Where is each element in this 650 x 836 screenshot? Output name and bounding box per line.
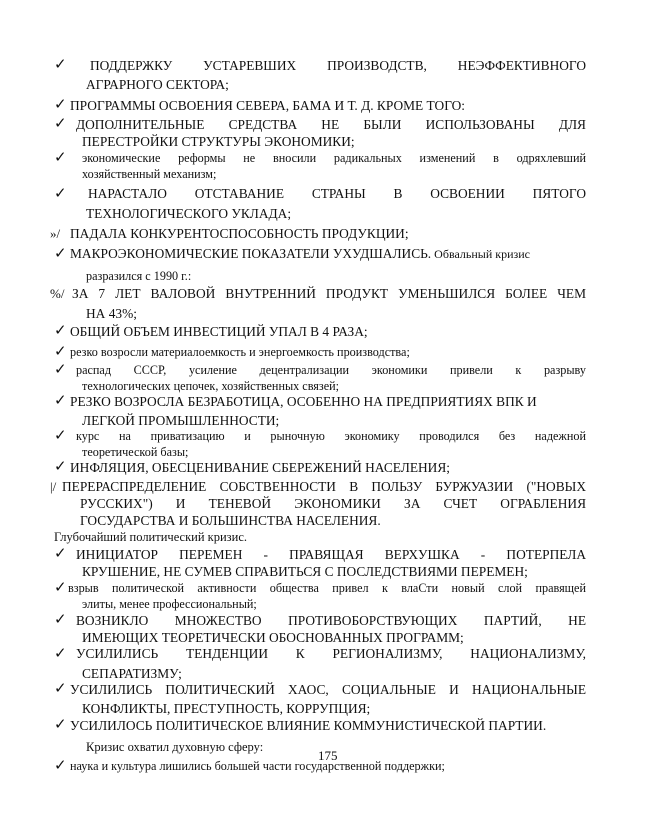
checkmark-icon: ✓ (54, 362, 67, 378)
list-item (54, 580, 586, 612)
list-item (54, 680, 586, 718)
item-text: ПОДДЕРЖКУ УСТАРЕВШИХ ПРОИЗВОДСТВ, НЕЭФФЕКТИВНОГО (90, 58, 586, 73)
item-text-continued: ТЕХНОЛОГИЧЕСКОГО УКЛАДА; (86, 206, 292, 221)
item-text: наука и культура лишились большей части государственной поддержки; (70, 759, 445, 773)
item-text: ДОПОЛНИТЕЛЬНЫЕ СРЕДСТВА НЕ БЫЛИ ИСПОЛЬЗОВАНЫ ДЛЯ (76, 117, 586, 132)
list-item (54, 56, 586, 94)
item-text: ЗА 7 ЛЕТ ВАЛОВОЙ ВНУТРЕННИЙ ПРОДУКТ УМЕНЬШИЛСЯ БОЛЕЕ ЧЕМ (72, 286, 586, 301)
item-text: ВОЗНИКЛО МНОЖЕСТВО ПРОТИВОБОРСТВУЮЩИХ ПАРТИЙ, НЕ (76, 613, 586, 628)
item-text-continued: КОНФЛИКТЫ, ПРЕСТУПНОСТЬ, КОРРУПЦИЯ; (82, 701, 371, 716)
item-text: МАКРОЭКОНОМИЧЕСКИЕ ПОКАЗАТЕЛИ УХУДШАЛИСЬ. (70, 246, 432, 261)
item-text-continued: ГОСУДАРСТВА И БОЛЬШИНСТВА НАСЕЛЕНИЯ. (80, 513, 381, 528)
item-text: УСИЛИЛИСЬ ТЕНДЕНЦИИ К РЕГИОНАЛИЗМУ, НАЦИОНАЛИЗМУ, (76, 646, 586, 661)
item-text: ПАДАЛА КОНКУРЕНТОСПОСОБНОСТЬ ПРОДУКЦИИ; (70, 226, 409, 241)
item-text-continued: СЕПАРАТИЗМУ; (82, 666, 182, 681)
checkmark-icon: ✓ (54, 186, 67, 202)
section-heading: Кризис охватил духовную сферу: (86, 740, 264, 754)
list-item (54, 244, 586, 288)
bullet-marker: »/ (50, 226, 61, 241)
checkmark-icon: ✓ (54, 57, 67, 73)
list-item (54, 644, 586, 684)
list-item (54, 322, 586, 341)
list-item (54, 184, 586, 224)
checkmark-icon: ✓ (54, 246, 67, 262)
list-item (54, 392, 586, 430)
item-text-continued: ИМЕЮЩИХ ТЕОРЕТИЧЕСКИ ОБОСНОВАННЫХ ПРОГРАММ; (82, 630, 464, 645)
item-text-tail: Обвальный кризис (431, 247, 530, 261)
list-item (54, 758, 586, 774)
item-text: взрыв политической активности общества привел к влаСти новый слой правящей (68, 581, 586, 595)
list-item (54, 612, 586, 646)
item-text: УСИЛИЛОСЬ ПОЛИТИЧЕСКОЕ ВЛИЯНИЕ КОММУНИСТИЧЕСКОЙ ПАРТИИ. (70, 718, 547, 733)
item-text-continued: разразился с 1990 г.: (86, 269, 192, 283)
list-item (50, 478, 586, 529)
section-heading: Глубочайший политический кризис. (54, 530, 247, 544)
checkmark-icon: ✓ (54, 150, 67, 166)
list-item (54, 362, 586, 394)
item-text: курс на приватизацию и рыночную экономику проводился без надежной (76, 429, 586, 443)
item-text: ПРОГРАММЫ ОСВОЕНИЯ СЕВЕРА, БАМА И Т. Д. КРОМЕ ТОГО: (70, 98, 466, 113)
checkmark-icon: ✓ (54, 646, 67, 662)
item-text: УСИЛИЛИСЬ ПОЛИТИЧЕСКИЙ ХАОС, СОЦИАЛЬНЫЕ И НАЦИОНАЛЬНЫЕ (70, 682, 586, 697)
list-item (54, 428, 586, 460)
item-text: РЕЗКО ВОЗРОСЛА БЕЗРАБОТИЦА, ОСОБЕННО НА ПРЕДПРИЯТИЯХ ВПК И (70, 394, 537, 409)
list-item (50, 284, 586, 324)
checkmark-icon: ✓ (54, 393, 67, 409)
item-text-continued: РУССКИХ") И ТЕНЕВОЙ ЭКОНОМИКИ ЗА СЧЕТ ОГРАБЛЕНИЯ (80, 496, 586, 511)
item-text-continued: технологических цепочек, хозяйственных связей; (82, 379, 340, 393)
list-item (54, 546, 586, 580)
item-text: ОБЩИЙ ОБЪЕМ ИНВЕСТИЦИЙ УПАЛ В 4 РАЗА; (70, 324, 368, 339)
list-item (54, 716, 586, 735)
checkmark-icon: ✓ (54, 323, 67, 339)
item-text-continued: элиты, менее профессиональный; (82, 597, 257, 611)
item-text: ПЕРЕРАСПРЕДЕЛЕНИЕ СОБСТВЕННОСТИ В ПОЛЬЗУ БУРЖУАЗИИ ("НОВЫХ (62, 479, 586, 494)
bullet-marker: |/ (50, 479, 57, 494)
checkmark-icon: ✓ (54, 546, 67, 562)
item-text: НАРАСТАЛО ОТСТАВАНИЕ СТРАНЫ В ОСВОЕНИИ ПЯТОГО (88, 186, 586, 201)
list-item (54, 96, 586, 115)
checkmark-icon: ✓ (54, 116, 67, 132)
item-text: экономические реформы не вносили радикальных изменений в одряхлевший (82, 151, 586, 165)
checkmark-icon: ✓ (54, 717, 67, 733)
list-item (54, 458, 586, 477)
item-text-continued: ПЕРЕСТРОЙКИ СТРУКТУРЫ ЭКОНОМИКИ; (82, 134, 355, 149)
bullet-marker: %/ (50, 286, 65, 301)
checkmark-icon: ✓ (54, 681, 67, 697)
item-text: ИНИЦИАТОР ПЕРЕМЕН - ПРАВЯЩАЯ ВЕРХУШКА - ПОТЕРПЕЛА (76, 547, 586, 562)
checkmark-icon: ✓ (54, 97, 67, 113)
checkmark-icon: ✓ (54, 580, 67, 596)
item-text-continued: хозяйственный механизм; (82, 167, 217, 181)
list-item (54, 344, 586, 360)
list-item (54, 150, 586, 182)
checkmark-icon: ✓ (54, 428, 67, 444)
list-item (54, 116, 586, 150)
checkmark-icon: ✓ (54, 612, 67, 628)
page-number: 175 (318, 748, 338, 763)
item-text-continued: КРУШЕНИЕ, НЕ СУМЕВ СПРАВИТЬСЯ С ПОСЛЕДСТВИЯМИ ПЕРЕМЕН; (82, 564, 528, 579)
checkmark-icon: ✓ (54, 459, 67, 475)
item-text-continued: НА 43%; (86, 306, 137, 321)
item-text: ИНФЛЯЦИЯ, ОБЕСЦЕНИВАНИЕ СБЕРЕЖЕНИЙ НАСЕЛЕНИЯ; (70, 460, 451, 475)
list-item (50, 224, 582, 243)
item-text-continued: теоретической базы; (82, 445, 189, 459)
checkmark-icon: ✓ (54, 344, 67, 360)
checkmark-icon: ✓ (54, 758, 67, 774)
item-text: распад СССР, усиление децентрализации экономики привели к разрыву (76, 363, 586, 377)
item-text-continued: ЛЕГКОЙ ПРОМЫШЛЕННОСТИ; (82, 413, 280, 428)
item-text-continued: АГРАРНОГО СЕКТОРА; (86, 77, 229, 92)
item-text: резко возросли материалоемкость и энергоемкость производства; (70, 345, 410, 359)
